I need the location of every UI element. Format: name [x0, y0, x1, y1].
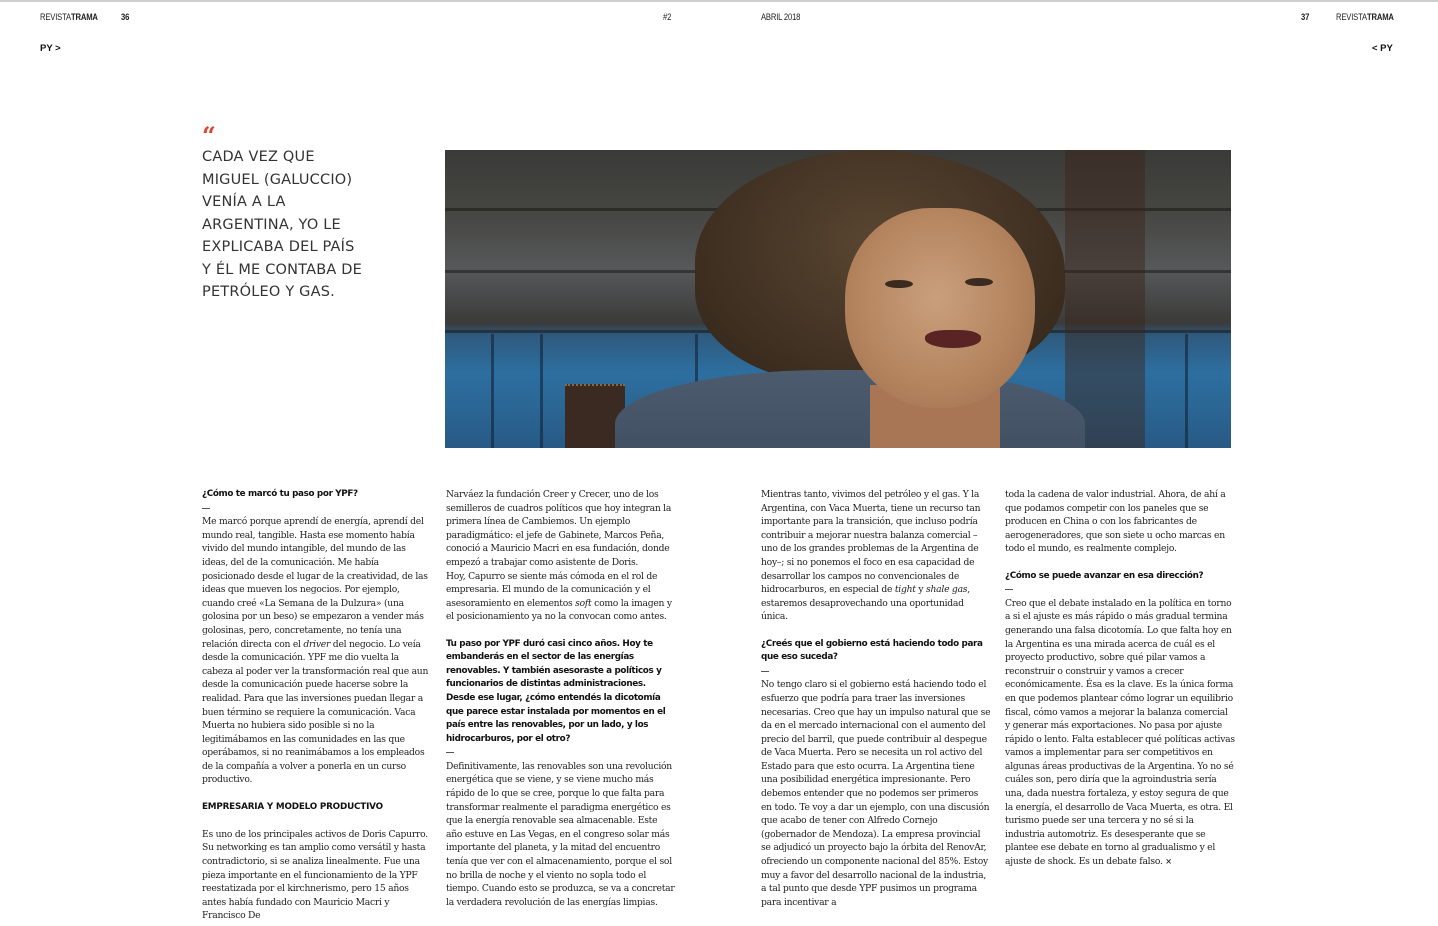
article-column-4: [1005, 488, 1235, 869]
subject-eye: [965, 278, 993, 286]
body-text: Hoy, Capurro se siente más cómoda en el rol de empresaria. El mundo de la comunicación y el asesoramiento en elementos: [446, 570, 658, 609]
article-column-3: [761, 488, 991, 909]
wooden-post: [1065, 150, 1145, 448]
section-label-left: PY >: [40, 43, 61, 54]
body-paragraph: toda la cadena de valor industrial. Ahora, de ahí a que podamos competir con los paneles que se producen en China o con los fabricantes de aerogeneradores, que son siete u ocho marcas en todo el mundo, es realmente complejo.: [1005, 489, 1226, 555]
question-dash: [1005, 583, 1235, 597]
interview-answer: Definitivamente, las renovables son una revolución energética que se viene, y se viene mucho más rápido de lo que se cree, porque lo que falta para transformar realmente el paradigma energético es que la energía renovable sea almacenable. Este año estuve en Las Vegas, en el congreso solar más importante del planeta, y la mitad del encuentro tenía que ver con el almacenamiento, porque el sol no brilla de noche y el viento no sopla todo el tiempo. Cuando esto se produzca, se va a concretar la verdadera revolución de las energías limpias.: [446, 760, 675, 908]
body-paragraph: Narváez la fundación Creer y Crecer, uno de los semilleros de cuadros políticos que hoy integran la primera línea de Cambiemos. Un ejemplo paradigmático: el jefe de Gabinete, Marcos Peña, conoció a Mauricio Macri en esa fundación, donde empezó a trabajar como asistente de Doris.: [446, 489, 672, 568]
question-dash: [446, 746, 676, 760]
pull-quote-line: PETRÓLEO Y GAS.: [202, 284, 335, 300]
body-paragraph: [761, 488, 991, 624]
subject-eye: [885, 280, 913, 288]
wood-plank: [540, 334, 543, 448]
top-border: [0, 0, 1438, 2]
interview-answer: [202, 515, 432, 787]
brand-bold: TRAMA: [70, 12, 98, 22]
body-paragraph: Es uno de los principales activos de Doris Capurro. Su networking es tan amplio como versátil y hasta contradictorio, si se analiza linealmente. Fue una pieza importante en el funcionamiento de la YPF reestatizada por el kirchnerismo, pero 15 años antes había fundado con Mauricio Macri y Francisco De: [202, 828, 428, 922]
wood-plank: [1185, 334, 1188, 448]
body-emphasis: soft: [575, 597, 592, 609]
body-text: Mientras tanto, vivimos del petróleo y el gas. Y la Argentina, con Vaca Muerta, tiene un recurso tan importante para la transición, que incluso podría contribuir a mejorar nuestra balanza comercial –uno de los grandes problemas de la Argentina de hoy–; si no ponemos el foco en esa capacidad de desarrollar los campos no convencionales de hidrocarburos, en especial de: [761, 489, 981, 596]
interview-answer: No tengo claro si el gobierno está haciendo todo el esfuerzo que podría para traer las inversiones necesarias. Creo que hay un impulso natural que se da en el mercado internacional con el aumento del precio del barril, que puede contribuir al despegue de Vaca Muerta. Pero se necesita un rol activo del Estado para que esto ocurra. La Argentina tiene una posibilidad energética impresionante. Pero debemos entender que no podemos ser primeros en todo. Te voy a dar un ejemplo, con una discusión que acabo de tener con Alfredo Cornejo (gobernador de Mendoza). La empresa provincial se adjudicó un proyecto bajo la órbita del RenovAr, ofreciendo un componente nacional del 85%. Estoy muy a favor del desarrollo nacional de la industria, a tal punto que desde YPF pusimos un programa para incentivar a: [761, 679, 991, 908]
page-number-right: 37: [1301, 12, 1310, 22]
brand-regular: REVISTA: [40, 12, 71, 22]
answer-text: del negocio. Lo veía desde la comunicación. YPF me dio vuelta la cabeza al poder ver la transformación real que aun desde la comunicación puede hacerse sobre la realidad. Para que las inversiones puedan llegar a buen término se requiere la comunicación. Vaca Muerta no hubiera sido posible si no la legitimábamos en las comunidades en las que operábamos, si no reanimábamos a los empleados de la compañía a volver a ponerla en un curso productivo.: [202, 638, 429, 786]
spacer: [202, 787, 432, 801]
answer-text: Me marcó porque aprendí de energía, aprendí del mundo real, tangible. Hasta ese momento había vivido del mundo intangible, del mundo de las ideas, del de la comunicación. Me había posicionado desde el lugar de la creatividad, de las ideas que mueven los negocios. Por ejemplo, cuando creé «La Semana de la Dulzura» (una golosina por un beso) se empezaron a vender más golosinas, pero, concretamente, no tenía una relación directa con el: [202, 516, 428, 650]
interview-answer: [1005, 597, 1235, 869]
page-number-left: 36: [121, 12, 130, 22]
question-dash: [202, 502, 432, 516]
subject-mouth: [925, 330, 981, 348]
answer-text: Creo que el debate instalado en la política en torno a si el ajuste es más rápido o más gradual termina generando una falsa dicotomía. Lo que falta hoy en la Argentina es una mirada acerca de cuál es el proyecto productivo, sobre qué pilar vamos a reconstruir o construir y vamos a crecer económicamente. Ésa es la clave. Es la única forma en que podemos plantear cómo lograr un equilibrio fiscal, cómo vamos a mejorar la balanza comercial y generar más exportaciones. No pasa por ajuste rápido o lento. Falta establecer qué políticas activas vamos a implementar para ser competitivos en algunas áreas productivas de la Argentina. Yo no sé cuáles son, pero diría que la agroindustria sería una, dada nuestra fortaleza, y estoy segura de que la energía, el desarrollo de Vaca Muerta, es otra. El turismo puede ser una tercera y no sé si la industria automotriz. Es desesperante que se plantee ese debate en torno al gradualismo y el ajuste de shock. Es un debate falso.: [1005, 597, 1235, 868]
wood-plank: [491, 334, 494, 448]
pull-quote-line: Y ÉL ME CONTABA DE: [202, 261, 363, 278]
pull-quote-line: CADA VEZ QUE: [202, 149, 315, 165]
end-of-article-icon: ×: [1165, 856, 1172, 867]
body-emphasis: tight: [894, 584, 916, 596]
interview-question: Tu paso por YPF duró casi cinco años. Hoy te embanderás en el sector de las energías renovables. Y también asesoraste a políticos y funcionarios de distintas administraciones. Desde ese lugar, ¿cómo entendés la dicotomía que parece estar instalada por momentos en el país entre las renovables, por un lado, y los hidrocarburos, por el otro?: [446, 638, 666, 744]
body-text: como la imagen y el posicionamiento ya no la convocan como antes.: [446, 597, 672, 623]
body-emphasis: shale gas: [926, 584, 968, 596]
interview-question: ¿Cómo te marcó tu paso por YPF?: [202, 489, 358, 499]
brand-bold: TRAMA: [1366, 12, 1394, 22]
pull-quote-line: MIGUEL (GALUCCIO): [202, 171, 353, 188]
body-paragraph: [446, 570, 676, 624]
article-column-1: [202, 488, 432, 923]
pull-quote-line: ARGENTINA, YO LE: [202, 216, 341, 233]
pull-quote-line: VENÍA A LA: [202, 194, 286, 210]
interview-question: ¿Cómo se puede avanzar en esa dirección?: [1005, 570, 1204, 581]
quote-mark-icon: “: [202, 121, 216, 150]
pull-quote-line: EXPLICABA DEL PAÍS: [202, 239, 355, 255]
spacer: [446, 624, 676, 638]
article-column-2: [446, 488, 676, 909]
pull-quote: [202, 146, 402, 304]
brand-regular: REVISTA: [1336, 12, 1367, 22]
issue-date: ABRIL 2018: [761, 12, 801, 22]
issue-number: #2: [663, 12, 672, 22]
body-text: y: [915, 584, 927, 596]
subject-face: [845, 208, 1035, 408]
section-subhead: EMPRESARIA Y MODELO PRODUCTIVO: [202, 801, 383, 812]
body-text: , estaremos desaprovechando una oportunidad única.: [761, 584, 970, 623]
interview-question: ¿Creés que el gobierno está haciendo todo para que eso suceda?: [761, 638, 983, 663]
subject-shirt: [615, 370, 1085, 448]
answer-emphasis: driver: [303, 638, 331, 650]
portrait-photo: [445, 150, 1231, 448]
spacer: [1005, 556, 1235, 570]
magazine-brand-right: [1336, 12, 1394, 22]
question-dash: [761, 665, 991, 679]
spacer: [202, 814, 432, 828]
magazine-brand-left: [40, 12, 98, 22]
spacer: [761, 624, 991, 638]
section-label-right: < PY: [1372, 43, 1393, 54]
